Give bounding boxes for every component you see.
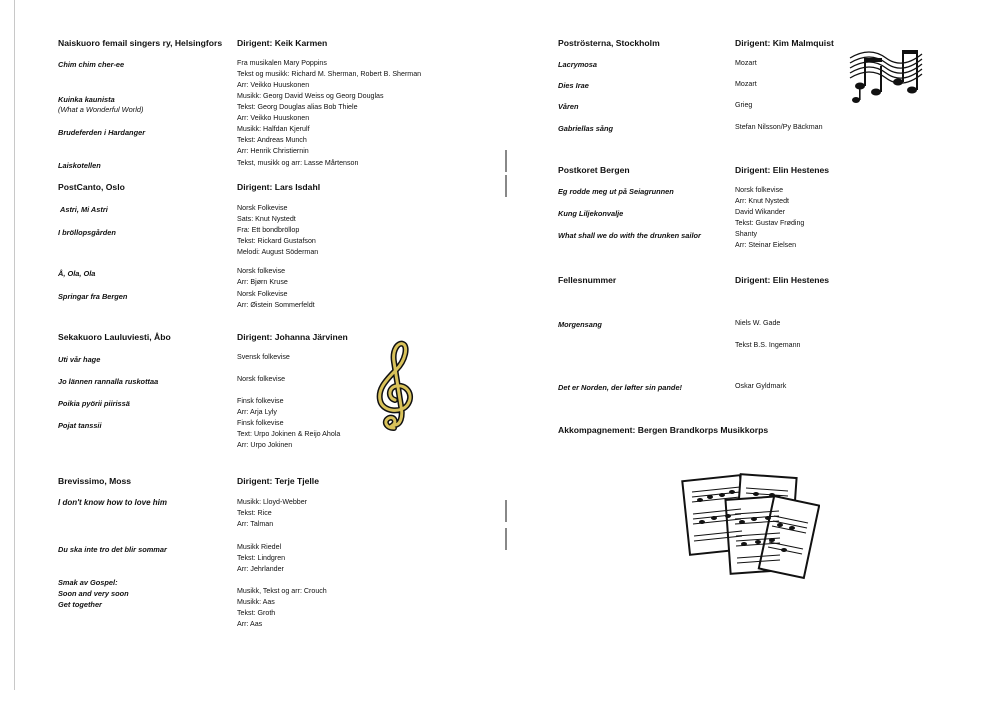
song-title: What shall we do with the drunken sailor — [558, 231, 701, 240]
song-info: Norsk folkevise Arr: Knut Nystedt — [735, 186, 790, 205]
choir-name: Naiskuoro femail singers ry, Helsingfors — [58, 38, 223, 48]
song-info: Finsk folkevise Arr: Arja Lyly — [237, 397, 284, 416]
song-title: Kuinka kaunista — [58, 95, 115, 104]
song-info: Stefan Nilsson/Py Bäckman — [735, 123, 823, 131]
song-title: I don't know how to love him — [58, 498, 168, 507]
song-title: Å, Ola, Ola — [58, 269, 96, 278]
song-title: (What a Wonderful World) — [58, 105, 144, 114]
song-title: Dies Irae — [558, 81, 589, 90]
fold-mark — [505, 528, 507, 550]
song-info: Finsk folkevise Text: Urpo Jokinen & Reijo Ahola Arr: Urpo Jokinen — [237, 419, 341, 449]
song-title: Gabriellas sång — [558, 124, 614, 133]
conductor: Dirigent: Terje Tjelle — [237, 476, 319, 486]
conductor: Dirigent: Elin Hestenes — [735, 165, 830, 175]
conductor: Dirigent: Lars Isdahl — [237, 182, 321, 192]
song-info: Grieg — [735, 101, 753, 109]
song-title: I bröllopsgården — [58, 228, 116, 237]
song-title: Chim chim cher-ee — [58, 60, 125, 69]
song-info: Musikk: Georg David Weiss og Georg Douglas Tekst: Georg Douglas alias Bob Thiele Arr: Veikko Huuskonen — [237, 92, 384, 122]
conductor: Dirigent: Elin Hestenes — [735, 275, 830, 285]
treble-clef-icon — [372, 340, 416, 432]
sheet-music-icon — [680, 470, 820, 582]
song-title: Astri, Mi Astri — [60, 205, 108, 214]
song-title: Kung Liljekonvalje — [558, 209, 624, 218]
choir-name: Poströsterna, Stockholm — [558, 38, 660, 48]
song-info: Tekst, musikk og arr: Lasse Mårtenson — [237, 159, 359, 167]
song-title: Du ska inte tro det blir sommar — [58, 545, 167, 554]
song-title: Morgensang — [558, 320, 602, 329]
song-title: Brudeferden i Hardanger — [58, 128, 146, 137]
song-info: Musikk: Lloyd-Webber Tekst: Rice Arr: Talman — [237, 498, 308, 528]
song-title: Eg rodde meg ut på Seiagrunnen — [558, 187, 674, 196]
song-title: Pojat tanssii — [58, 421, 102, 430]
song-title: Laiskotellen — [58, 161, 101, 170]
song-info: Musikk, Tekst og arr: Crouch Musikk: Aas Tekst: Groth Arr: Aas — [237, 587, 327, 628]
song-info: Oskar Gyldmark — [735, 382, 787, 390]
conductor: Dirigent: Kim Malmquist — [735, 38, 834, 48]
song-info: Norsk Folkevise Sats: Knut Nystedt — [237, 204, 296, 223]
fold-mark — [505, 500, 507, 522]
song-info: Tekst B.S. Ingemann — [735, 341, 801, 349]
song-info: Norsk folkevise — [237, 375, 286, 383]
song-info: Musikk Riedel Tekst: Lindgren Arr: Jehrlander — [237, 543, 286, 573]
song-info: Niels W. Gade — [735, 319, 781, 327]
conductor: Dirigent: Keik Karmen — [237, 38, 328, 48]
music-notes-icon — [846, 44, 924, 106]
choir-name: Brevissimo, Moss — [58, 476, 132, 486]
song-info: Shanty Arr: Steinar Eielsen — [735, 230, 797, 249]
song-title: Våren — [558, 102, 579, 111]
song-info: Fra musikalen Mary Poppins Tekst og musikk: Richard M. Sherman, Robert B. Sherman Arr: Veikko Huuskonen — [237, 59, 422, 89]
song-info: Norsk Folkevise Arr: Øistein Sommerfeldt — [237, 290, 315, 309]
song-title: Smak av Gospel: Soon and very soon Get together — [58, 578, 129, 609]
page-edge — [14, 0, 15, 690]
song-info: Mozart — [735, 80, 757, 88]
song-info: Fra: Ett bondbröllop Tekst: Rickard Gustafson Melodi: August Söderman — [237, 226, 319, 256]
song-info: David Wikander Tekst: Gustav Frøding — [735, 208, 805, 227]
song-info: Norsk folkevise Arr: Bjørn Kruse — [237, 267, 288, 286]
choir-name: Sekakuoro Lauluviesti, Åbo — [58, 332, 171, 342]
song-info: Mozart — [735, 59, 757, 67]
song-title: Lacrymosa — [558, 60, 598, 69]
fold-mark — [505, 175, 507, 197]
song-info: Musikk: Halfdan Kjerulf Tekst: Andreas Munch Arr: Henrik Christiernin — [237, 125, 310, 155]
song-title: Poikia pyörii piirissä — [58, 399, 130, 408]
song-info: Svensk folkevise — [237, 353, 290, 361]
song-title: Jo lännen rannalla ruskottaa — [58, 377, 159, 386]
conductor: Dirigent: Johanna Järvinen — [237, 332, 348, 342]
choir-name: PostCanto, Oslo — [58, 182, 125, 192]
song-title: Uti vår hage — [58, 355, 101, 364]
fold-mark — [505, 150, 507, 172]
song-title: Springar fra Bergen — [58, 292, 128, 301]
song-title: Det er Norden, der løfter sin pande! — [558, 383, 683, 392]
accompaniment: Akkompagnement: Bergen Brandkorps Musikkorps — [558, 425, 769, 435]
choir-name: Postkoret Bergen — [558, 165, 630, 175]
choir-name: Fellesnummer — [558, 275, 617, 285]
